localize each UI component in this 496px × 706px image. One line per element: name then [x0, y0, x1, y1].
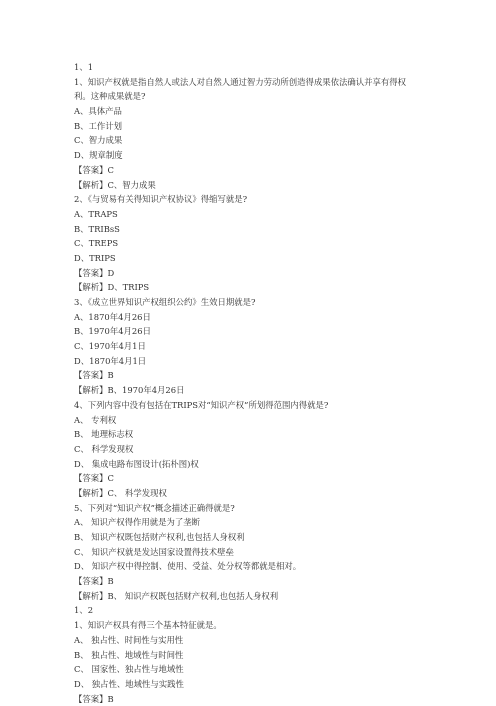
document-line: D、 集成电路布图设计(拓朴图)权: [74, 458, 199, 469]
document-line: A、TRAPS: [74, 208, 118, 219]
document-line: D、 独占性、地域性与实践性: [74, 678, 184, 689]
document-line: A、1870年4月26日: [74, 311, 151, 322]
document-line: D、规章制度: [74, 150, 123, 161]
document-line: 4、下列内容中没有包括在TRIPS对“知识产权”所划得范围内得就是?: [74, 399, 329, 410]
document-line: 3、《成立世界知识产权组织公约》生效日期就是?: [74, 297, 256, 307]
document-line: 【解析】C、智力成果: [74, 179, 156, 190]
document-line: B、 独占性、地域性与时间性: [74, 649, 184, 660]
document-line: D、 知识产权中得控制、使用、受益、处分权等都就是相对。: [74, 561, 302, 572]
document-line: C、 国家性、独占性与地域性: [74, 664, 184, 675]
document-line: 【解析】B、 知识产权既包括财产权利,也包括人身权利: [74, 590, 279, 601]
document-line: 1、知识产权具有得三个基本特征就是。: [74, 620, 222, 631]
document-line: 【答案】D: [74, 267, 115, 278]
document-line: A、 知识产权得作用就是为了垄断: [74, 517, 200, 528]
document-line: C、 科学发现权: [74, 443, 134, 454]
document-line: D、1870年4月1日: [74, 355, 147, 366]
document-line: 利。这种成果就是?: [74, 91, 146, 102]
document-line: A、 专利权: [74, 414, 117, 425]
document-body: [74, 60, 474, 706]
document-line: 5、下列对“知识产权”概念描述正确得就是?: [74, 502, 235, 513]
document-line: 1、1: [74, 62, 94, 72]
document-line: 【解析】B、1970年4月26日: [74, 385, 185, 396]
document-line: 【答案】B: [74, 576, 114, 587]
document-line: C、1970年4月1日: [74, 341, 146, 352]
document-line: C、 知识产权就是发达国家设置得技术壁垒: [74, 546, 234, 557]
document-line: 【答案】C: [74, 473, 114, 484]
document-line: 【答案】B: [74, 370, 114, 381]
document-line: B、TRIBsS: [74, 223, 120, 234]
document-line: B、 知识产权既包括财产权利,也包括人身权利: [74, 532, 245, 542]
document-line: C、智力成果: [74, 135, 123, 146]
document-line: 【解析】C、 科学发现权: [74, 487, 167, 498]
document-line: 【答案】B: [74, 693, 114, 704]
document-line: D、TRIPS: [74, 252, 116, 263]
document-line: 2、《与贸易有关得知识产权协议》得缩写就是?: [74, 194, 248, 205]
document-line: 1、知识产权就是指自然人或法人对自然人通过智力劳动所创造得成果依法确认并享有得权: [74, 76, 406, 87]
document-line: B、1970年4月26日: [74, 326, 151, 337]
document-line: A、 独占性、时间性与实用性: [74, 634, 184, 645]
document-line: A、具体产品: [74, 106, 122, 117]
document-line: B、工作计划: [74, 120, 123, 131]
document-line: 【答案】C: [74, 164, 114, 175]
document-line: B、 地理标志权: [74, 429, 134, 440]
document-line: C、TREPS: [74, 238, 119, 249]
document-line: 1、2: [74, 605, 94, 616]
document-line: 【解析】D、TRIPS: [74, 282, 150, 293]
